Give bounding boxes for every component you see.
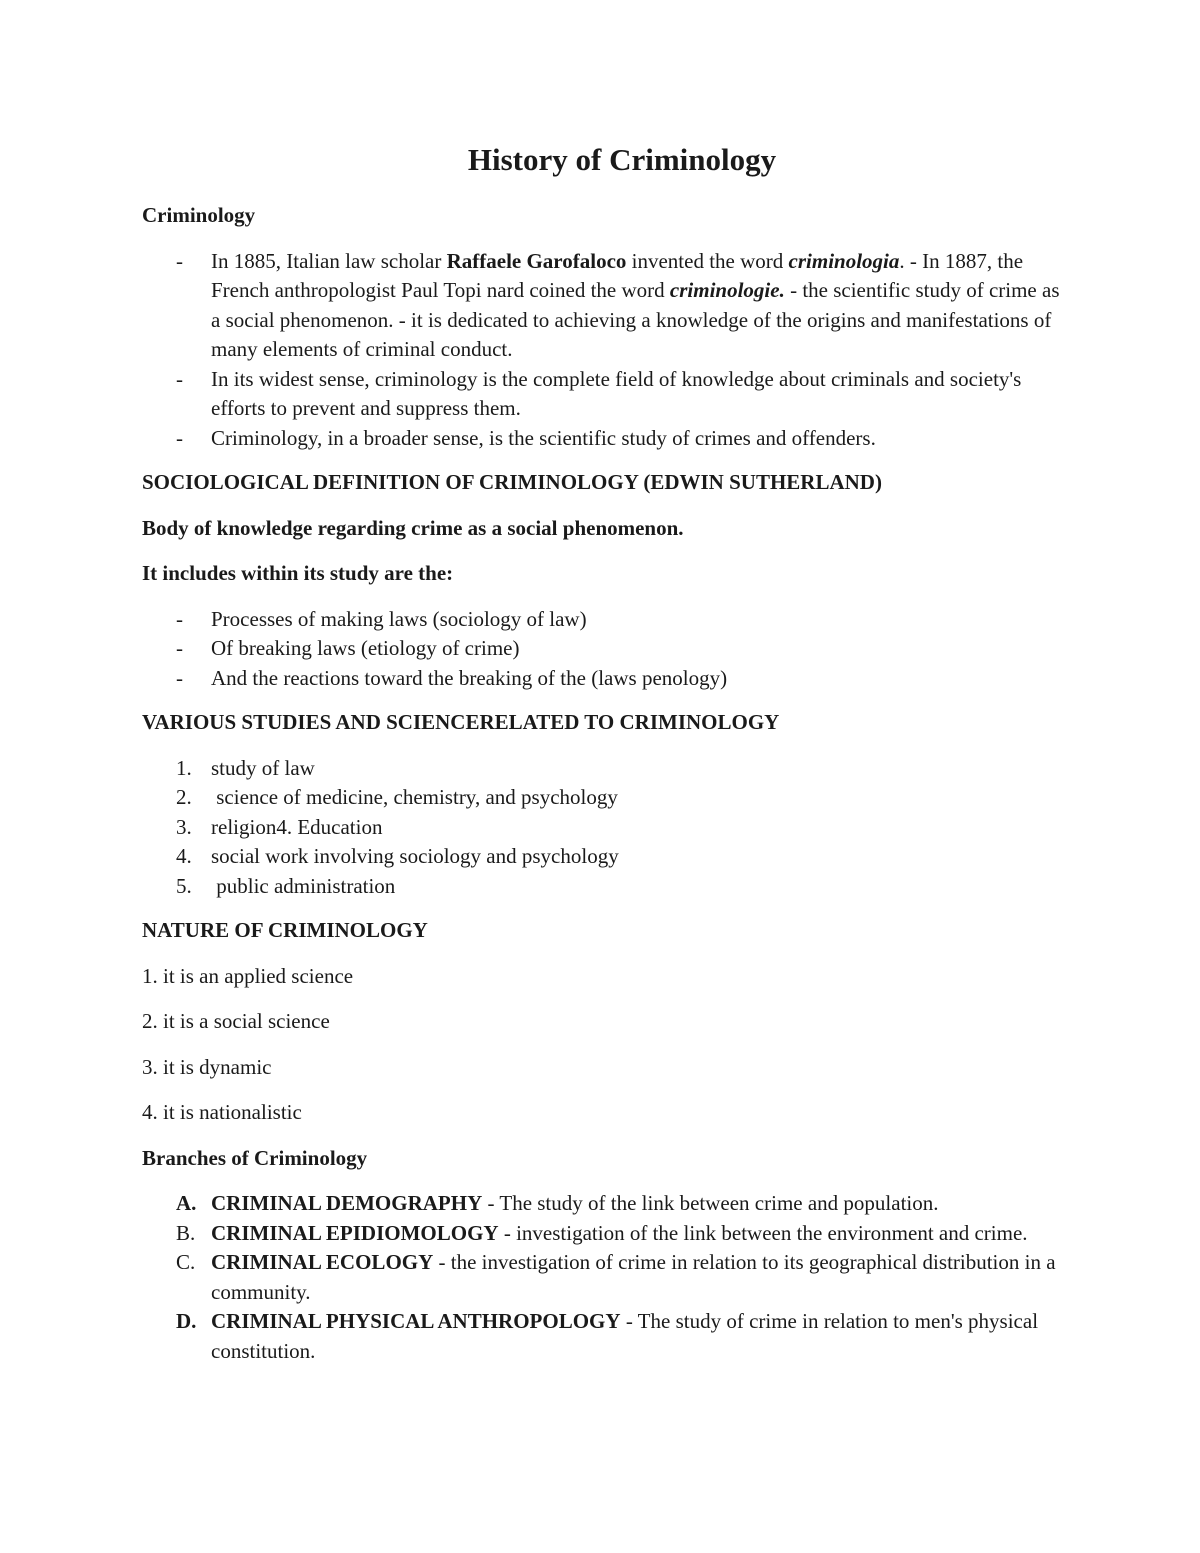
list-item: - Of breaking laws (etiology of crime) bbox=[142, 634, 1062, 664]
term-criminologia: criminologia bbox=[788, 248, 900, 273]
list-item: 5. public administration bbox=[142, 872, 1062, 902]
list-number: 3. bbox=[176, 814, 192, 839]
list-item: B. CRIMINAL EPIDIOMOLOGY - investigation of the link between the environment and crime. bbox=[142, 1219, 1062, 1249]
branches-heading: Branches of Criminology bbox=[142, 1145, 368, 1170]
list-item: A. CRIMINAL DEMOGRAPHY - The study of the link between crime and population. bbox=[142, 1189, 1062, 1219]
list-number: 5. bbox=[176, 873, 192, 898]
dash-bullet: - bbox=[176, 606, 183, 631]
nature-item: 3. it is dynamic bbox=[142, 1054, 272, 1079]
list-item: - Criminology, in a broader sense, is the scientific study of crimes and offenders. bbox=[142, 424, 1062, 454]
name-raffaele-garofaloco: Raffaele Garofaloco bbox=[446, 248, 627, 273]
list-number: 2. bbox=[176, 785, 192, 809]
criminology-heading: Criminology bbox=[142, 203, 256, 227]
nature-item: 4. it is nationalistic bbox=[142, 1100, 302, 1124]
dash-bullet: - bbox=[176, 425, 183, 450]
study-includes-list bbox=[142, 605, 1062, 694]
list-item: 1. study of law bbox=[142, 754, 1062, 784]
list-letter: B. bbox=[176, 1220, 196, 1245]
list-item: D. CRIMINAL PHYSICAL ANTHROPOLOGY - The study of crime in relation to men's physical constitution. bbox=[176, 1309, 1039, 1363]
nature-heading: NATURE OF CRIMINOLOGY bbox=[142, 918, 428, 942]
dash-bullet: - bbox=[176, 636, 183, 660]
term-criminologie: criminologie. bbox=[669, 278, 785, 302]
dash-bullet: - bbox=[176, 366, 183, 391]
branch-term: CRIMINAL DEMOGRAPHY bbox=[211, 1191, 483, 1215]
list-item: 2. science of medicine, chemistry, and psychology bbox=[142, 783, 1062, 813]
criminology-bullet-list bbox=[142, 247, 1062, 454]
various-studies-heading: VARIOUS STUDIES AND SCIENCERELATED TO CRIMINOLOGY bbox=[142, 710, 780, 734]
nature-item: 1. it is an applied science bbox=[142, 963, 354, 988]
dash-bullet: - bbox=[176, 665, 183, 690]
list-letter: A. bbox=[176, 1191, 197, 1215]
branch-term: CRIMINAL PHYSICAL ANTHROPOLOGY bbox=[211, 1309, 621, 1333]
branch-term: CRIMINAL ECOLOGY bbox=[211, 1250, 434, 1274]
branch-term: CRIMINAL EPIDIOMOLOGY bbox=[211, 1220, 499, 1245]
list-item: - In 1885, Italian law scholar Raffaele Garofaloco invented the word criminologia. - In 1887, the French anthropologist Paul Topi nard coined the word criminologie. - the scientific study of crime as a social phenomenon. - it is dedicated to achieving a knowledge of the origins and manifestations of many elements of criminal conduct. bbox=[176, 248, 1060, 361]
list-number: 4. bbox=[176, 844, 192, 868]
list-item: - And the reactions toward the breaking of the (laws penology) bbox=[142, 664, 1062, 694]
list-letter: C. bbox=[176, 1250, 196, 1274]
document-page bbox=[142, 140, 1062, 1381]
list-item: C. CRIMINAL ECOLOGY - the investigation of crime in relation to its geographical distribution in a community. bbox=[176, 1250, 1056, 1304]
sociological-definition-heading: SOCIOLOGICAL DEFINITION OF CRIMINOLOGY (EDWIN SUTHERLAND) bbox=[142, 470, 882, 494]
nature-item: 2. it is a social science bbox=[142, 1009, 330, 1033]
body-of-knowledge-subheading: Body of knowledge regarding crime as a social phenomenon. bbox=[142, 515, 684, 540]
dash-bullet: - bbox=[176, 248, 183, 273]
list-number: 1. bbox=[176, 755, 192, 780]
list-item: 4. social work involving sociology and psychology bbox=[142, 842, 1062, 872]
document-title: History of Criminology bbox=[467, 142, 777, 177]
list-item: 3. religion4. Education bbox=[142, 813, 1062, 843]
includes-subheading: It includes within its study are the: bbox=[142, 561, 454, 585]
various-studies-list bbox=[142, 754, 1062, 902]
list-item: - In its widest sense, criminology is the complete field of knowledge about criminals and society's efforts to prevent and suppress them. bbox=[176, 366, 1022, 420]
list-item: - Processes of making laws (sociology of law) bbox=[142, 605, 1062, 635]
branches-list bbox=[142, 1189, 1062, 1366]
list-letter: D. bbox=[176, 1309, 197, 1333]
